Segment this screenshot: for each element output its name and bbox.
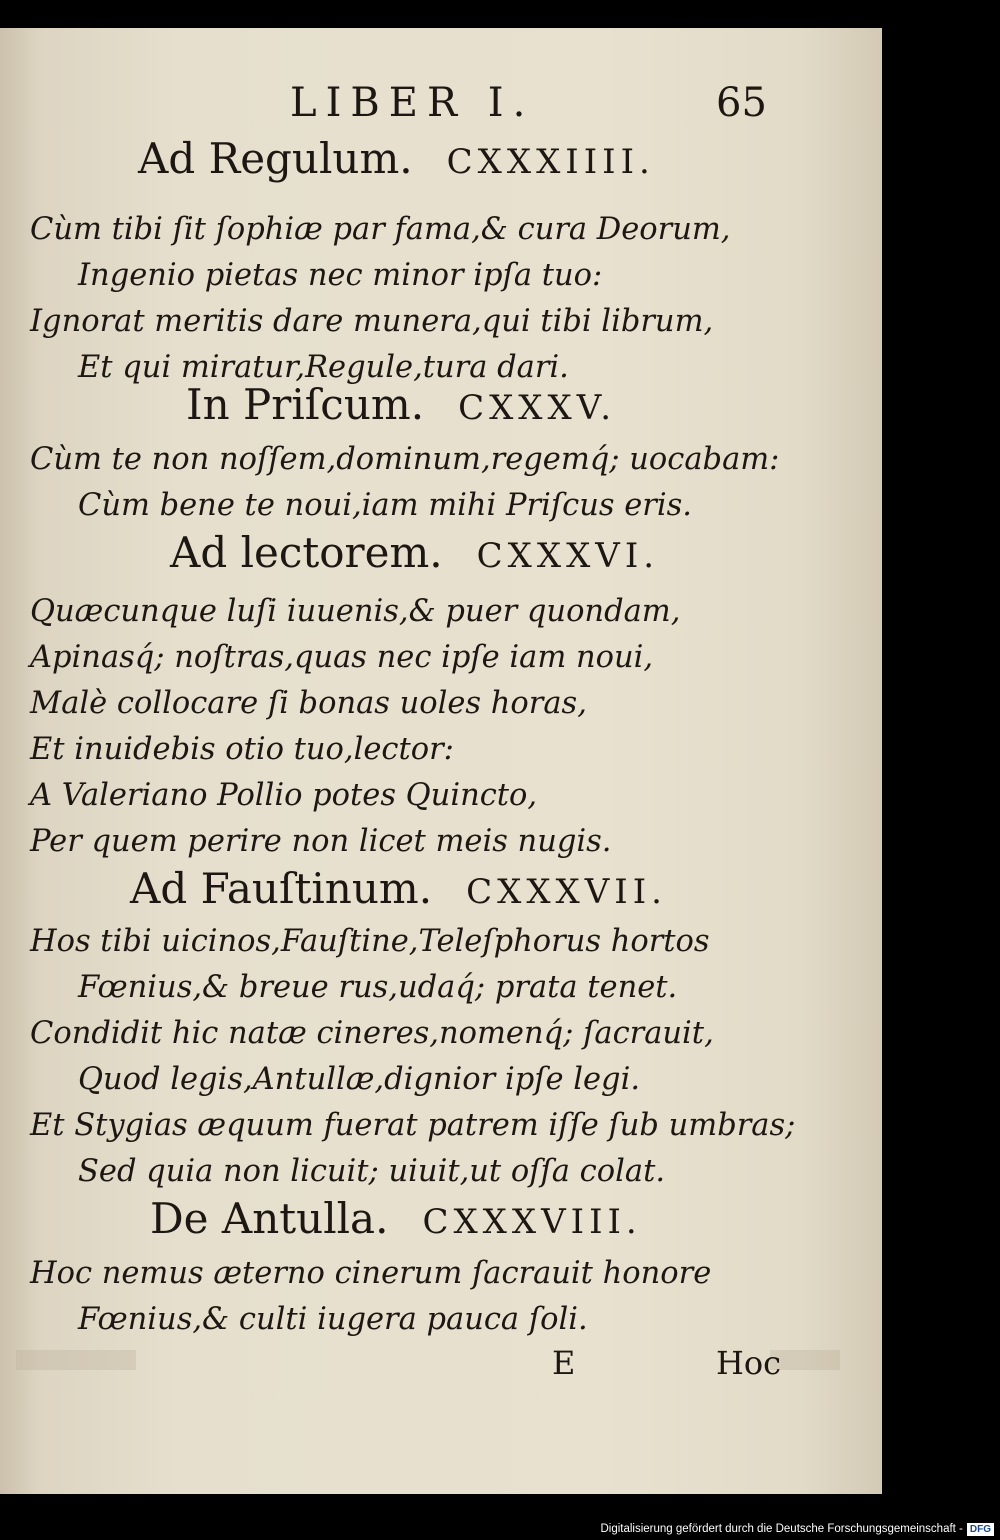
verse-line: Cùm bene te noui,iam mihi Priſcus eris. xyxy=(78,488,692,523)
verse-line: Per quem perire non licet meis nugis. xyxy=(30,824,612,859)
poem-heading xyxy=(150,1194,642,1243)
verse-line: Et Stygias æquum fuerat patrem iſſe ſub umbras; xyxy=(30,1108,796,1143)
verse-line: Hos tibi uicinos,Fauſtine,Teleſphorus hortos xyxy=(30,924,710,959)
poem-title: Ad lectorem. xyxy=(170,528,443,577)
poem-heading xyxy=(186,380,616,429)
verse-line: Apinasq́; noſtras,quas nec ipſe iam noui, xyxy=(30,640,654,675)
verse-line: Fœnius,& breue rus,udaq́; prata tenet. xyxy=(78,970,678,1005)
poem-title: In Priſcum. xyxy=(186,380,425,429)
poem-heading xyxy=(130,864,667,913)
poem-title: Ad Regulum. xyxy=(138,134,413,183)
poem-number: CXXXV. xyxy=(458,388,617,428)
verse-line: Cùm tibi ſit ſophiæ par fama,& cura Deorum, xyxy=(30,212,731,247)
poem-title: Ad Fauſtinum. xyxy=(130,864,433,913)
verse-line: A Valeriano Pollio potes Quincto, xyxy=(30,778,538,813)
verse-line: Condidit hic natæ cineres,nomenq́; ſacrauit, xyxy=(30,1016,714,1051)
verse-line: Hoc nemus æterno cinerum ſacrauit honore xyxy=(30,1256,712,1291)
book-page xyxy=(0,28,882,1494)
poem-title: De Antulla. xyxy=(150,1194,389,1243)
verse-line: Quæcunque luſi iuuenis,& puer quondam, xyxy=(30,594,681,629)
poem-number: CXXXVI. xyxy=(476,536,660,576)
show-through-shadow xyxy=(16,1350,136,1370)
verse-line: Malè collocare ſi bonas uoles horas, xyxy=(30,686,587,721)
signature-mark: E xyxy=(552,1344,576,1382)
verse-line: Sed quia non licuit; uiuit,ut oſſa colat. xyxy=(78,1154,666,1189)
verse-line: Ignorat meritis dare munera,qui tibi librum, xyxy=(30,304,714,339)
page-number: 65 xyxy=(716,80,767,126)
running-head: LIBER I. xyxy=(290,80,535,126)
verse-line: Quod legis,Antullæ,dignior ipſe legi. xyxy=(78,1062,641,1097)
verse-line: Ingenio pietas nec minor ipſa tuo: xyxy=(78,258,603,293)
poem-number: CXXXVII. xyxy=(466,872,667,912)
poem-number: CXXXIIII. xyxy=(446,142,655,182)
poem-number: CXXXVIII. xyxy=(422,1202,642,1242)
poem-heading xyxy=(170,528,659,577)
verse-line: Cùm te non noſſem,dominum,regemq́; uocabam: xyxy=(30,442,780,477)
dfg-logo: DFG xyxy=(967,1523,994,1536)
verse-line: Et qui miratur,Regule,tura dari. xyxy=(78,350,569,385)
verse-line: Fœnius,& culti iugera pauca ſoli. xyxy=(78,1302,588,1337)
catchword: Hoc xyxy=(716,1344,782,1382)
poem-heading xyxy=(138,134,655,183)
credit-text: Digitalisierung gefördert durch die Deutsche Forschungsgemeinschaft - xyxy=(600,1523,963,1535)
digitization-credit xyxy=(600,1523,994,1536)
verse-line: Et inuidebis otio tuo,lector: xyxy=(30,732,454,767)
